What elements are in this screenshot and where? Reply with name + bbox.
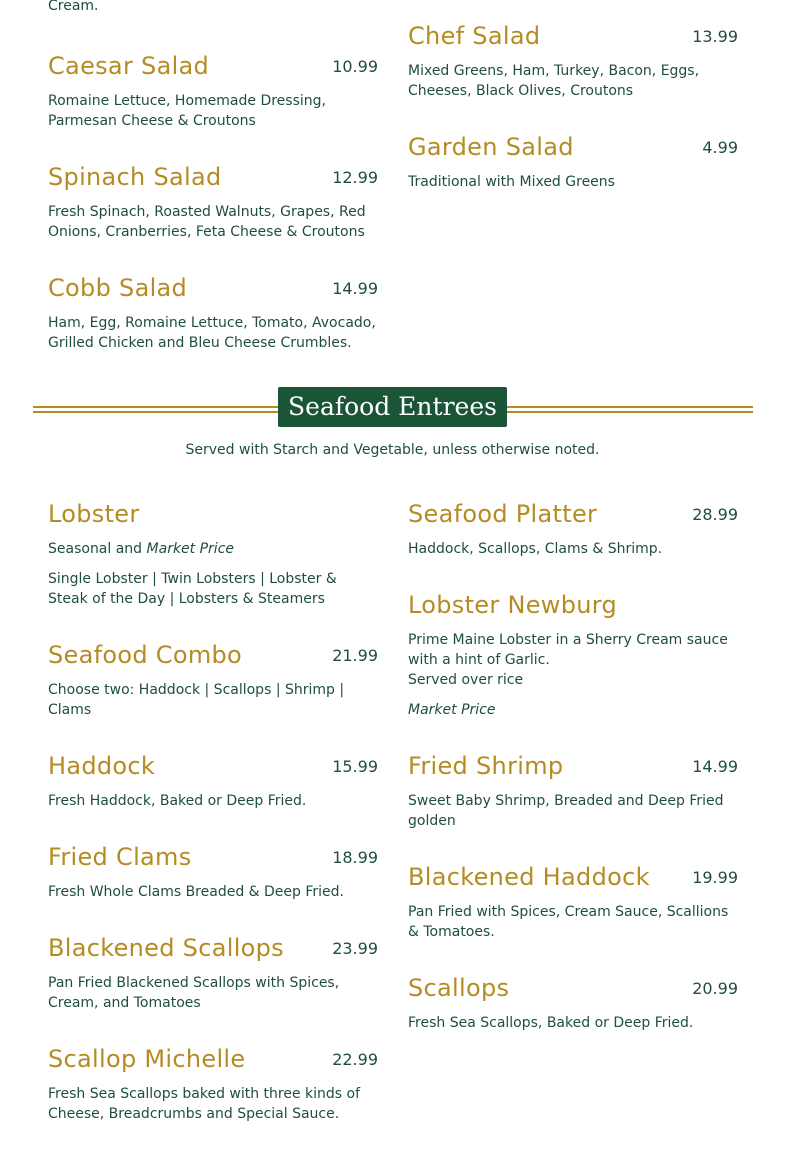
menu-item-garden-salad	[408, 132, 738, 192]
item-name: Haddock	[48, 752, 156, 780]
item-price: 21.99	[332, 646, 378, 665]
item-name: Garden Salad	[408, 133, 574, 161]
item-price: 28.99	[692, 505, 738, 524]
item-price: 23.99	[332, 939, 378, 958]
item-description	[48, 539, 378, 559]
menu-item-fried-clams	[48, 842, 378, 902]
item-name: Fried Shrimp	[408, 752, 564, 780]
item-description	[408, 630, 738, 690]
newburg-description: Prime Maine Lobster in a Sherry Cream sauce with a hint of Garlic.	[408, 632, 728, 668]
menu-item-lobster-newburg	[408, 590, 738, 720]
item-description: Mixed Greens, Ham, Turkey, Bacon, Eggs, Cheeses, Black Olives, Croutons	[408, 63, 700, 99]
item-description: Traditional with Mixed Greens	[408, 174, 615, 190]
section-title-seafood-entrees: Seafood Entrees	[278, 387, 507, 427]
item-price: 19.99	[692, 868, 738, 887]
menu-item-seafood-combo	[48, 640, 378, 720]
menu-item-chef-salad	[408, 21, 738, 101]
item-price: 12.99	[332, 168, 378, 187]
item-name: Lobster Newburg	[408, 591, 618, 619]
item-name: Lobster	[48, 500, 140, 528]
item-description: Fresh Sea Scallops baked with three kinds of Cheese, Breadcrumbs and Special Sauce.	[48, 1086, 361, 1122]
item-price: 14.99	[692, 757, 738, 776]
item-price: 14.99	[332, 279, 378, 298]
item-price: 15.99	[332, 757, 378, 776]
item-name: Blackened Haddock	[408, 863, 650, 891]
menu-item-haddock	[48, 751, 378, 811]
item-description: Fresh Whole Clams Breaded & Deep Fried.	[48, 884, 344, 900]
menu-item-scallops	[408, 973, 738, 1033]
lobster-options: Single Lobster | Twin Lobsters | Lobster & Steak of the Day | Lobsters & Steamers	[48, 571, 337, 607]
item-description: Romaine Lettuce, Homemade Dressing, Parmesan Cheese & Croutons	[48, 93, 326, 129]
menu-item-spinach-salad	[48, 162, 378, 242]
item-description: Fresh Haddock, Baked or Deep Fried.	[48, 793, 307, 809]
menu-item-fried-shrimp	[408, 751, 738, 831]
item-name: Blackened Scallops	[48, 934, 284, 962]
item-name: Chef Salad	[408, 22, 541, 50]
item-name: Fried Clams	[48, 843, 192, 871]
item-name: Seafood Combo	[48, 641, 243, 669]
seasonal-label: Seasonal and	[48, 541, 143, 557]
market-price-label: Market Price	[408, 702, 496, 718]
item-description: Haddock, Scallops, Clams & Shrimp.	[408, 541, 663, 557]
item-price: 18.99	[332, 848, 378, 867]
item-name: Caesar Salad	[48, 52, 210, 80]
previous-item-description-fragment: Cream.	[48, 0, 99, 14]
menu-item-scallop-michelle	[48, 1044, 378, 1124]
menu-item-lobster	[48, 499, 378, 609]
item-name: Seafood Platter	[408, 500, 598, 528]
section-subtitle: Served with Starch and Vegetable, unless otherwise noted.	[185, 442, 600, 458]
item-description: Choose two: Haddock | Scallops | Shrimp | Clams	[48, 682, 345, 718]
item-description: Pan Fried with Spices, Cream Sauce, Scallions & Tomatoes.	[408, 904, 729, 940]
market-price-label: Market Price	[146, 541, 235, 557]
menu-item-blackened-haddock	[408, 862, 738, 942]
menu-item-cobb-salad	[48, 273, 378, 353]
newburg-serving-note: Served over rice	[408, 672, 524, 688]
item-price: 22.99	[332, 1050, 378, 1069]
item-description: Fresh Sea Scallops, Baked or Deep Fried.	[408, 1015, 694, 1031]
menu-item-blackened-scallops	[48, 933, 378, 1013]
item-name: Scallops	[408, 974, 510, 1002]
item-description: Fresh Spinach, Roasted Walnuts, Grapes, Red Onions, Cranberries, Feta Cheese & Croutons	[48, 204, 366, 240]
item-description: Ham, Egg, Romaine Lettuce, Tomato, Avocado, Grilled Chicken and Bleu Cheese Crumbles.	[48, 315, 376, 351]
item-price: 4.99	[702, 138, 738, 157]
menu-item-seafood-platter	[408, 499, 738, 559]
item-name: Cobb Salad	[48, 274, 188, 302]
item-name: Scallop Michelle	[48, 1045, 246, 1073]
item-price: 10.99	[332, 57, 378, 76]
item-price: 13.99	[692, 27, 738, 46]
item-description: Sweet Baby Shrimp, Breaded and Deep Fried golden	[408, 793, 724, 829]
menu-item-caesar-salad	[48, 51, 378, 131]
item-name: Spinach Salad	[48, 163, 222, 191]
item-description: Pan Fried Blackened Scallops with Spices, Cream, and Tomatoes	[48, 975, 340, 1011]
item-price: 20.99	[692, 979, 738, 998]
